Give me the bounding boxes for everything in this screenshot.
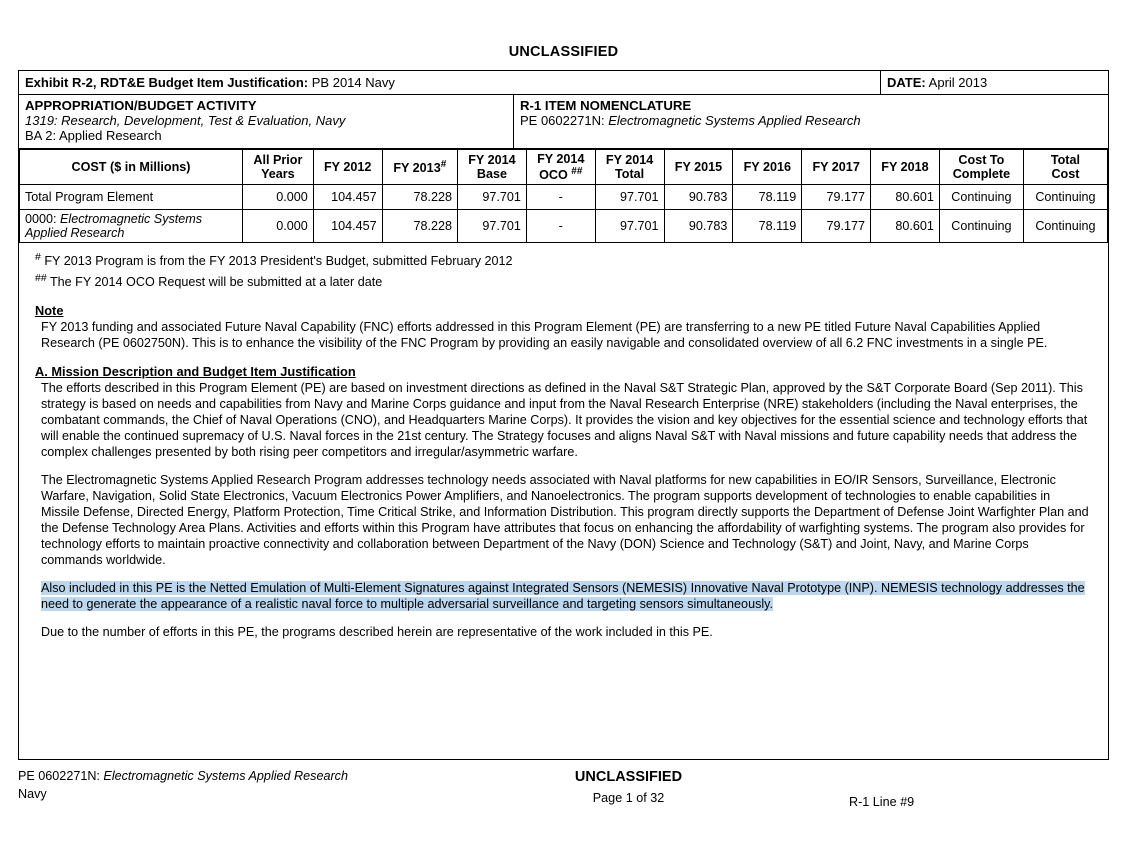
col-fy2012: FY 2012 — [313, 150, 382, 185]
cell-fy2012: 104.457 — [313, 210, 382, 243]
footnote-2-text: The FY 2014 OCO Request will be submitted at a later date — [49, 275, 383, 290]
cell-fy2012: 104.457 — [313, 185, 382, 210]
exhibit-label: Exhibit R-2 — [25, 75, 93, 90]
footer-pe-label: PE 0602271N: — [18, 769, 100, 783]
section-a-paragraph-1: The efforts described in this Program Element (PE) are based on investment directions as defined in the Naval S&T Strategic Plan, approved by the S&T Corporate Board (Sep 2011). This strategy is based on needs and capabilities from Navy and Marine Corps guidance and input from the Naval Research Enterprise (NRE) stakeholders (including the Naval enterprises, the combatant commands, the Chief of Naval Operations (CNO), and Headquarters Marine Corps). It provides the vision and key objectives for the essential science and technology efforts that will enable the continued supremacy of U.S. Naval forces in the 21st century. The Strategy focuses and aligns Naval S&T with Naval missions and future capability needs that address the complex challenges presented by both rising peer competitors and irregular/asymmetric warfare. — [41, 381, 1088, 460]
document-body — [18, 243, 1109, 760]
exhibit-title-cell — [19, 71, 880, 94]
cell-fy2014-base: 97.701 — [458, 185, 527, 210]
page-footer — [0, 769, 1127, 829]
cell-fy2017: 79.177 — [802, 210, 871, 243]
cell-total-cost: Continuing — [1023, 185, 1107, 210]
section-a-closing-paragraph: Due to the number of efforts in this PE, the programs described herein are representative of the work included in this PE. — [41, 624, 713, 639]
cost-table-header-row — [20, 150, 1108, 185]
col-fy2017: FY 2017 — [802, 150, 871, 185]
row-label-project-number: 0000: — [25, 212, 61, 227]
note-text: FY 2013 funding and associated Future Naval Capability (FNC) efforts addressed in this Program Element (PE) are transferring to a new PE titled Future Naval Capabilities Applied Research (PE 0602750N). This is to enhance the visibility of the FNC Program by providing an easily navigable and consolidated overview of all 6.2 FNC investments in a single PE. — [41, 320, 1048, 351]
nomenclature-pe-label: PE 0602271N: — [520, 113, 605, 128]
cell-fy2014-total: 97.701 — [595, 210, 664, 243]
cell-fy2014-oco: - — [526, 185, 595, 210]
appropriation-line-2: BA 2: Applied Research — [25, 128, 162, 143]
cost-table — [19, 149, 1108, 243]
footer-center-block — [438, 769, 819, 805]
footnote-2-mark: ## — [35, 272, 47, 285]
col-all-prior-years: All Prior Years — [243, 150, 314, 185]
appropriation-cell — [19, 95, 513, 148]
row-label-project-title: Electromagnetic Systems Applied Research — [25, 212, 203, 241]
cell-fy2013: 78.228 — [382, 185, 457, 210]
footer-pe-line — [18, 769, 438, 783]
col-total-cost: Total Cost — [1023, 150, 1107, 185]
date-cell — [880, 71, 1108, 94]
cell-fy2014-oco: - — [526, 210, 595, 243]
cell-fy2016: 78.119 — [733, 185, 802, 210]
nomenclature-pe — [520, 113, 1102, 128]
row-label-project-0000 — [20, 210, 243, 243]
section-a-highlighted-paragraph — [41, 581, 1092, 613]
table-row — [20, 185, 1108, 210]
appropriation-nomenclature-row — [19, 95, 1108, 149]
nomenclature-title: R-1 ITEM NOMENCLATURE — [520, 98, 692, 113]
footnote-2 — [35, 272, 1098, 291]
footer-classification: UNCLASSIFIED — [574, 769, 683, 785]
cell-fy2014-base: 97.701 — [458, 210, 527, 243]
highlighted-text: Also included in this PE is the Netted Emulation of Multi-Element Signatures against Integrated Sensors (NEMESIS) Innovative Naval Prototype (INP). NEMESIS technology addresses the need to generate the appearance of a realistic naval force to multiple adversarial surveillance and targeting sensors simultaneously. — [41, 581, 1085, 611]
col-fy2015: FY 2015 — [664, 150, 733, 185]
col-fy2018: FY 2018 — [871, 150, 940, 185]
date-value: April 2013 — [928, 75, 988, 90]
col-fy2014-total: FY 2014 Total — [595, 150, 664, 185]
exhibit-header-row — [19, 71, 1108, 95]
footer-pe-block — [18, 769, 438, 801]
date-label: DATE: — [887, 75, 926, 90]
appropriation-line-1: 1319: Research, Development, Test & Evaluation, Navy — [25, 113, 346, 128]
cell-all-prior-years: 0.000 — [243, 185, 314, 210]
cell-cost-to-complete: Continuing — [939, 185, 1023, 210]
cell-fy2013: 78.228 — [382, 210, 457, 243]
col-fy2014-base: FY 2014 Base — [458, 150, 527, 185]
footnote-1-text: FY 2013 Program is from the FY 2013 President's Budget, submitted February 2012 — [44, 254, 513, 269]
footnote-1 — [35, 251, 1098, 270]
nomenclature-cell — [513, 95, 1108, 148]
exhibit-value: PB 2014 Navy — [311, 75, 395, 90]
row-label-total-program-element: Total Program Element — [20, 185, 243, 210]
footer-r1-line: R-1 Line #9 — [849, 795, 915, 809]
cell-fy2015: 90.783 — [664, 210, 733, 243]
col-fy2014-oco: FY 2014 OCO ## — [526, 150, 595, 185]
cell-total-cost: Continuing — [1023, 210, 1107, 243]
cell-fy2017: 79.177 — [802, 185, 871, 210]
cell-fy2018: 80.601 — [871, 185, 940, 210]
note-heading: Note — [35, 303, 64, 319]
cell-fy2016: 78.119 — [733, 210, 802, 243]
col-fy2013: FY 2013# — [382, 150, 457, 185]
col-cost-to-complete: Cost To Complete — [939, 150, 1023, 185]
section-a-heading: A. Mission Description and Budget Item Justification — [35, 364, 356, 380]
nomenclature-pe-title: Electromagnetic Systems Applied Research — [608, 113, 861, 128]
col-fy2016: FY 2016 — [733, 150, 802, 185]
footer-page-number: Page 1 of 32 — [592, 791, 665, 805]
section-a-paragraph-2: The Electromagnetic Systems Applied Research Program addresses technology needs associated with Naval platforms for new capabilities in EO/IR Sensors, Surveillance, Electronic Warfare, Navigation, Solid State Electronics, Vacuum Electronics Power Amplifiers, and Nanoelectronics. The program supports development of technologies to enable capabilities in Missile Defense, Directed Energy, Platform Protection, Time Critical Strike, and Information Distribution. This program directly supports the Department of Defense Joint Warfighter Plan and the Defense Technology Area Plans. Activities and efforts within this Program have attributes that focus on enhancing the affordability of warfighting systems. The program also provides for technology efforts to maintain proactive connectivity and collaboration between Department of the Navy (DON) Science and Technology (S&T) and Joint, Navy, and Marine Corps commands worldwide. — [41, 473, 1089, 568]
cell-fy2014-total: 97.701 — [595, 185, 664, 210]
cell-all-prior-years: 0.000 — [243, 210, 314, 243]
cell-fy2018: 80.601 — [871, 210, 940, 243]
footer-pe-title: Electromagnetic Systems Applied Research — [103, 769, 348, 783]
footer-org: Navy — [18, 787, 47, 801]
appropriation-title: APPROPRIATION/BUDGET ACTIVITY — [25, 98, 257, 113]
cell-cost-to-complete: Continuing — [939, 210, 1023, 243]
classification-header: UNCLASSIFIED — [508, 44, 619, 60]
footnote-1-mark: # — [35, 251, 41, 264]
exhibit-label-rest: , RDT&E Budget Item Justification: — [92, 75, 309, 90]
table-row — [20, 210, 1108, 243]
document-header-block — [18, 70, 1109, 243]
col-cost: COST ($ in Millions) — [20, 150, 243, 185]
cell-fy2015: 90.783 — [664, 185, 733, 210]
